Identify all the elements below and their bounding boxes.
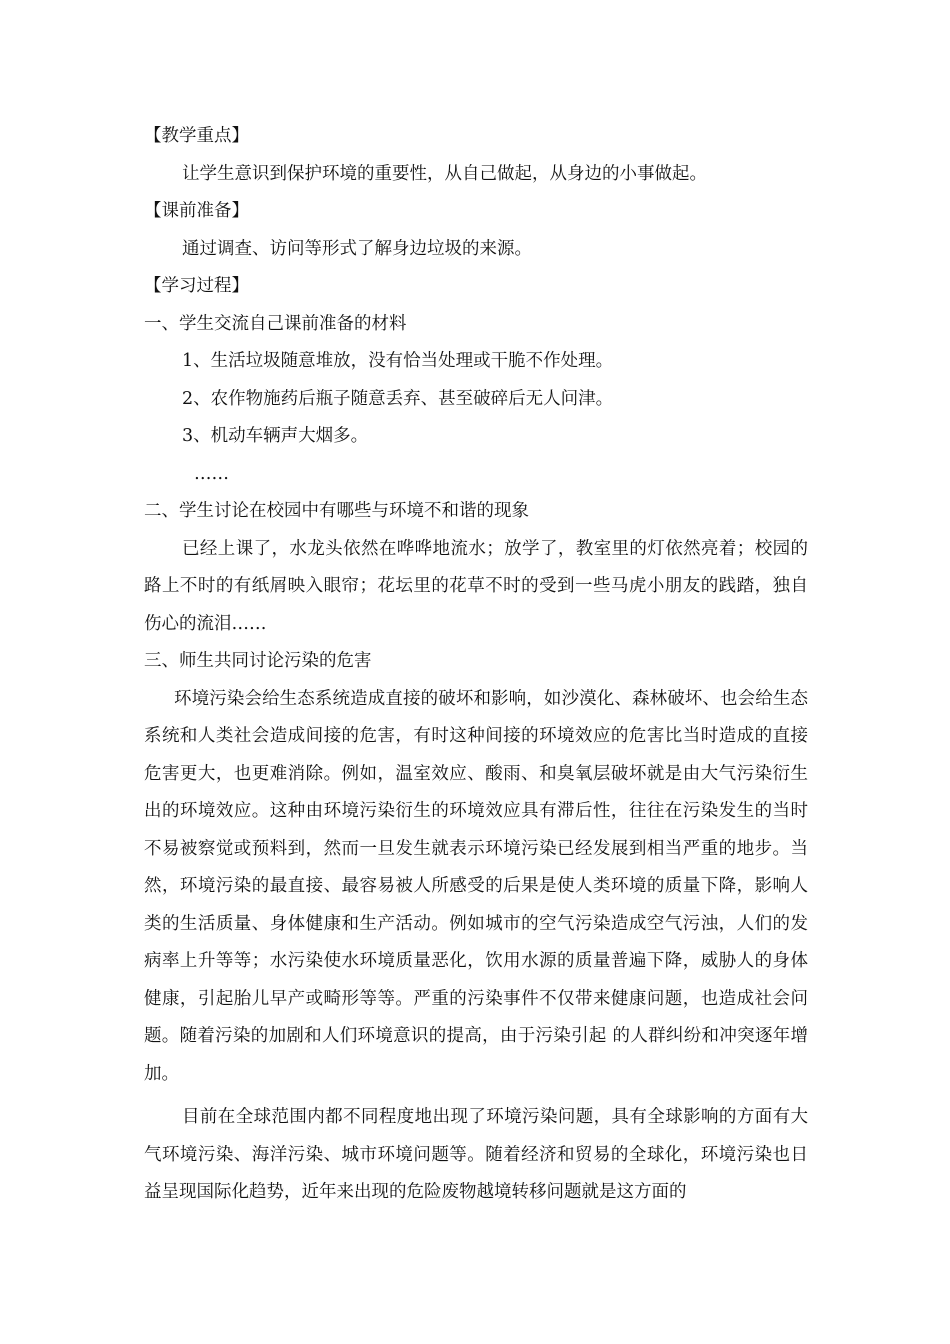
- section-heading-prep: 【课前准备】: [144, 201, 249, 221]
- ellipsis: ……: [194, 463, 229, 484]
- prep-text: 通过调查、访问等形式了解身边垃圾的来源。: [182, 238, 532, 259]
- part2-title: 二、学生讨论在校园中有哪些与环境不和谐的现象: [144, 501, 529, 521]
- part3-paragraph-2: 目前在全球范围内都不同程度地出现了环境污染问题，具有全球影响的方面有大气环境污染、海洋污染、城市环境问题等。随着经济和贸易的全球化，环境污染也日益呈现国际化趋势，近年来出现的危险废物越境转移问题就是这方面的: [144, 1107, 808, 1202]
- section-heading-focus: 【教学重点】: [144, 126, 249, 146]
- part1-title: 一、学生交流自己课前准备的材料: [144, 313, 407, 334]
- list-item: 3、机动车辆声大烟多。: [182, 426, 369, 446]
- part3-title: 三、师生共同讨论污染的危害: [144, 651, 372, 671]
- focus-text: 让学生意识到保护环境的重要性，从自己做起，从身边的小事做起。: [182, 163, 707, 184]
- list-item: 2、农作物施药后瓶子随意丢弃、甚至破碎后无人问津。: [182, 388, 614, 409]
- part2-paragraph: 已经上课了，水龙头依然在哗哗地流水；放学了，教室里的灯依然亮着；校园的路上不时的有纸屑映入眼帘；花坛里的花草不时的受到一些马虎小朋友的践踏，独自伤心的流泪……: [144, 538, 808, 634]
- list-item: 1、生活垃圾随意堆放，没有恰当处理或干脆不作处理。: [182, 351, 614, 371]
- document-page: [144, 118, 808, 1212]
- section-heading-process: 【学习过程】: [144, 276, 249, 296]
- part3-paragraph-1: 环境污染会给生态系统造成直接的破坏和影响，如沙漠化、森林破坏、也会给生态系统和人类社会造成间接的危害，有时这种间接的环境效应的危害比当时造成的直接危害更大，也更难消除。例如，温室效应、酸雨、和臭氧层破坏就是由大气污染衍生出的环境效应。这种由环境污染衍生的环境效应具有滞后性，往往在污染发生的当时不易被察觉或预料到，然而一旦发生就表示环境污染已经发展到相当严重的地步。当然，环境污染的最直接、最容易被人所感受的后果是使人类环境的质量下降，影响人类的生活质量、身体健康和生产活动。例如城市的空气污染造成空气污浊，人们的发病率上升等等；水污染使水环境质量恶化，饮用水源的质量普遍下降，威胁人的身体健康，引起胎儿早产或畸形等等。严重的污染事件不仅带来健康问题，也造成社会问题。随着污染的加剧和人们环境意识的提高，由于污染引起 的人群纠纷和冲突逐年增加。: [144, 688, 808, 1084]
